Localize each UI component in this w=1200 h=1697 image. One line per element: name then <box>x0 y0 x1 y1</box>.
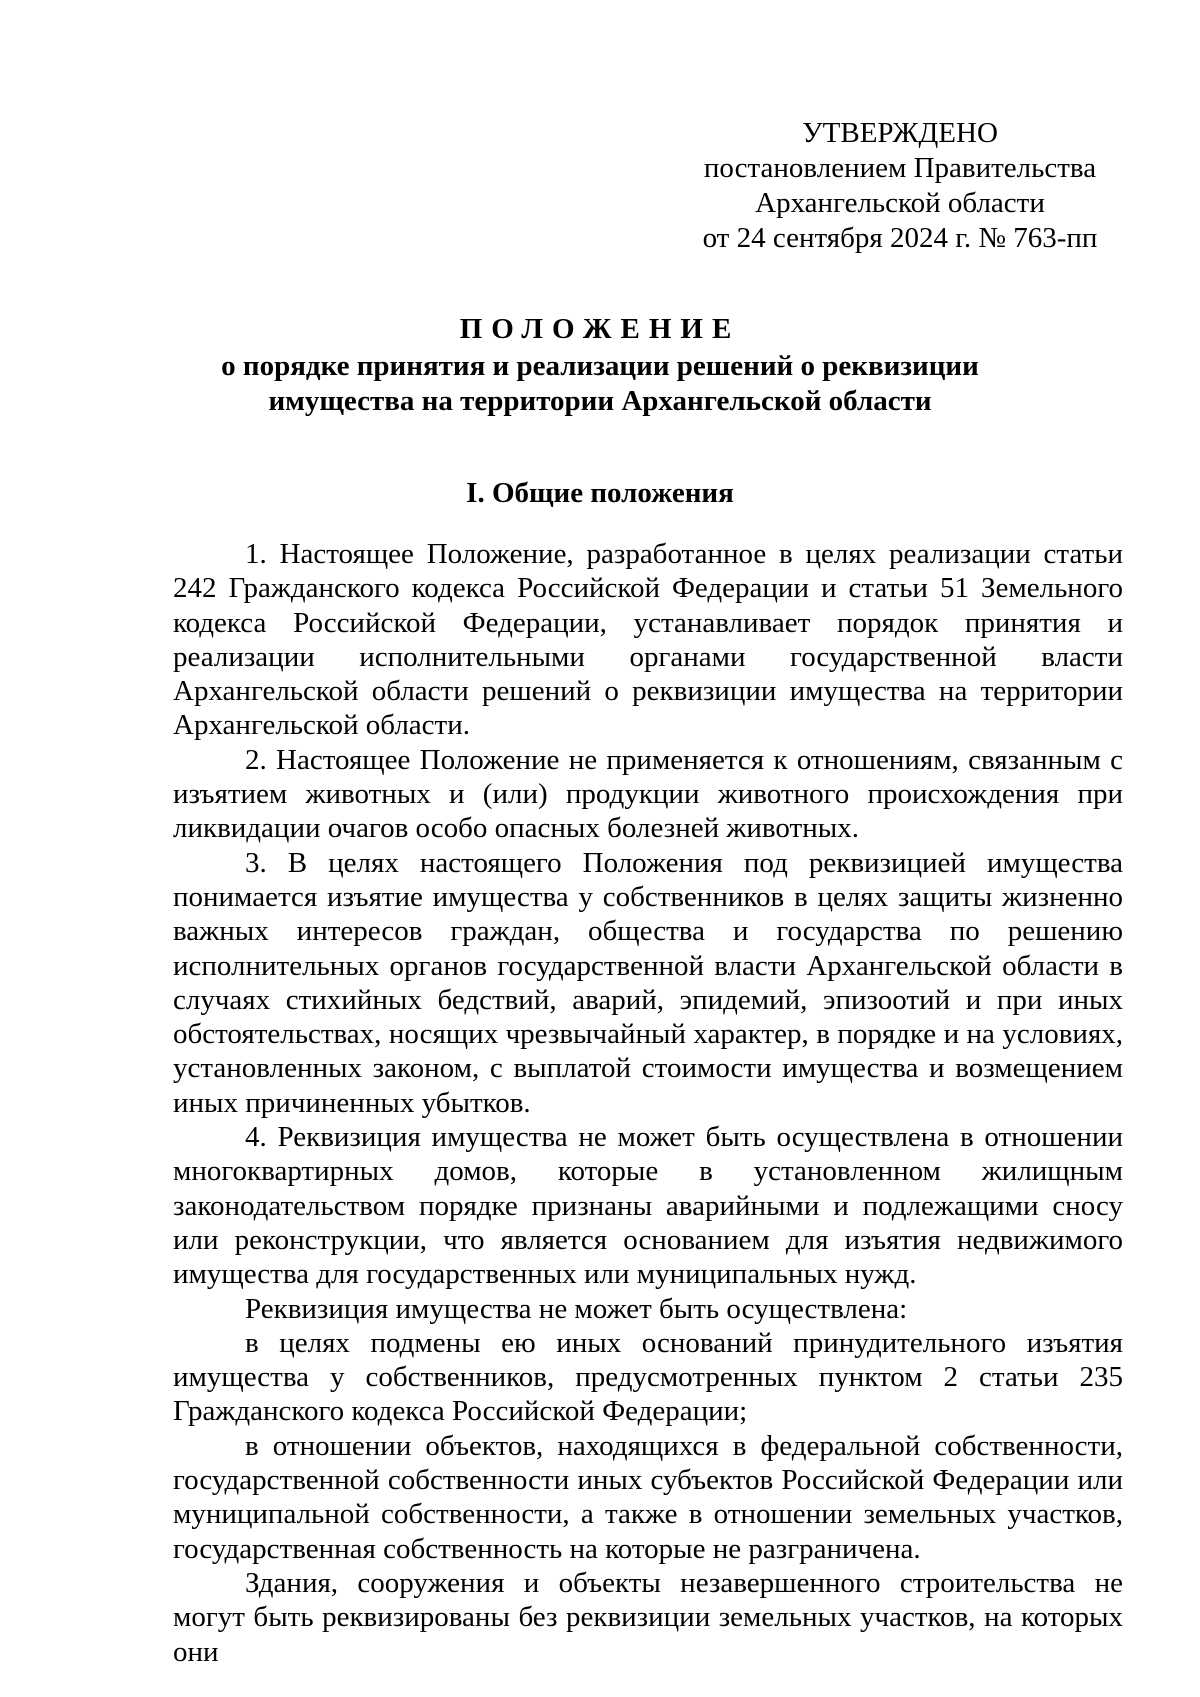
document-body <box>173 537 1123 1669</box>
paragraph-1: 1. Настоящее Положение, разработанное в целях реализации статьи 242 Гражданского кодекса Российской Федерации и статьи 51 Земельного кодекса Российской Федерации, устанавливает порядок принятия и реализации исполнительными органами государственной власти Архангельской области решений о реквизиции имущества на территории Архангельской области. <box>173 538 1123 742</box>
paragraph-4-intro: Реквизиция имущества не может быть осуществлена: <box>245 1292 908 1325</box>
approval-date-number: от 24 сентября 2024 г. № 763-пп <box>702 222 1098 254</box>
approval-region: Архангельской области <box>755 187 1045 219</box>
approval-word: УТВЕРЖДЕНО <box>802 117 998 149</box>
document-subtitle-line-1: о порядке принятия и реализации решений о реквизиции <box>221 350 979 382</box>
document-subtitle-line-2: имущества на территории Архангельской области <box>268 385 932 417</box>
section-heading: I. Общие положения <box>466 477 734 509</box>
paragraph-3: 3. В целях настоящего Положения под реквизицией имущества понимается изъятие имущества у собственников в целях защиты жизненно важных интересов граждан, общества и государства по решению исполнительных органов государственной власти Архангельской области в случаях стихийных бедствий, аварий, эпидемий, эпизоотий и при иных обстоятельствах, носящих чрезвычайный характер, в порядке и на условиях, установленных законом, с выплатой стоимости имущества и возмещением иных причиненных убытков. <box>173 846 1123 1119</box>
approval-stamp-block <box>690 116 1110 256</box>
document-title <box>150 312 1050 419</box>
paragraph-4-item-2: в отношении объектов, находящихся в федеральной собственности, государственной собственности иных субъектов Российской Федерации или муниципальной собственности, а также в отношении земельных участков, государственная собственность на которые не разграничена. <box>173 1429 1123 1565</box>
document-type-heading: ПОЛОЖЕНИЕ <box>459 313 741 345</box>
approval-authority: постановлением Правительства <box>703 152 1097 184</box>
paragraph-4: 4. Реквизиция имущества не может быть осуществлена в отношении многоквартирных домов, которые в установленном жилищным законодательством порядке признаны аварийными и подлежащими сносу или реконструкции, что является основанием для изъятия недвижимого имущества для государственных или муниципальных нужд. <box>173 1121 1123 1291</box>
paragraph-2: 2. Настоящее Положение не применяется к отношениям, связанным с изъятием животных и (или) продукции животного происхождения при ликвидации очагов особо опасных болезней животных. <box>173 743 1123 845</box>
paragraph-4-item-1: в целях подмены ею иных оснований принудительного изъятия имущества у собственников, предусмотренных пунктом 2 статьи 235 Гражданского кодекса Российской Федерации; <box>173 1326 1123 1428</box>
paragraph-buildings: Здания, сооружения и объекты незавершенного строительства не могут быть реквизированы без реквизиции земельных участков, на которых они <box>173 1566 1123 1668</box>
